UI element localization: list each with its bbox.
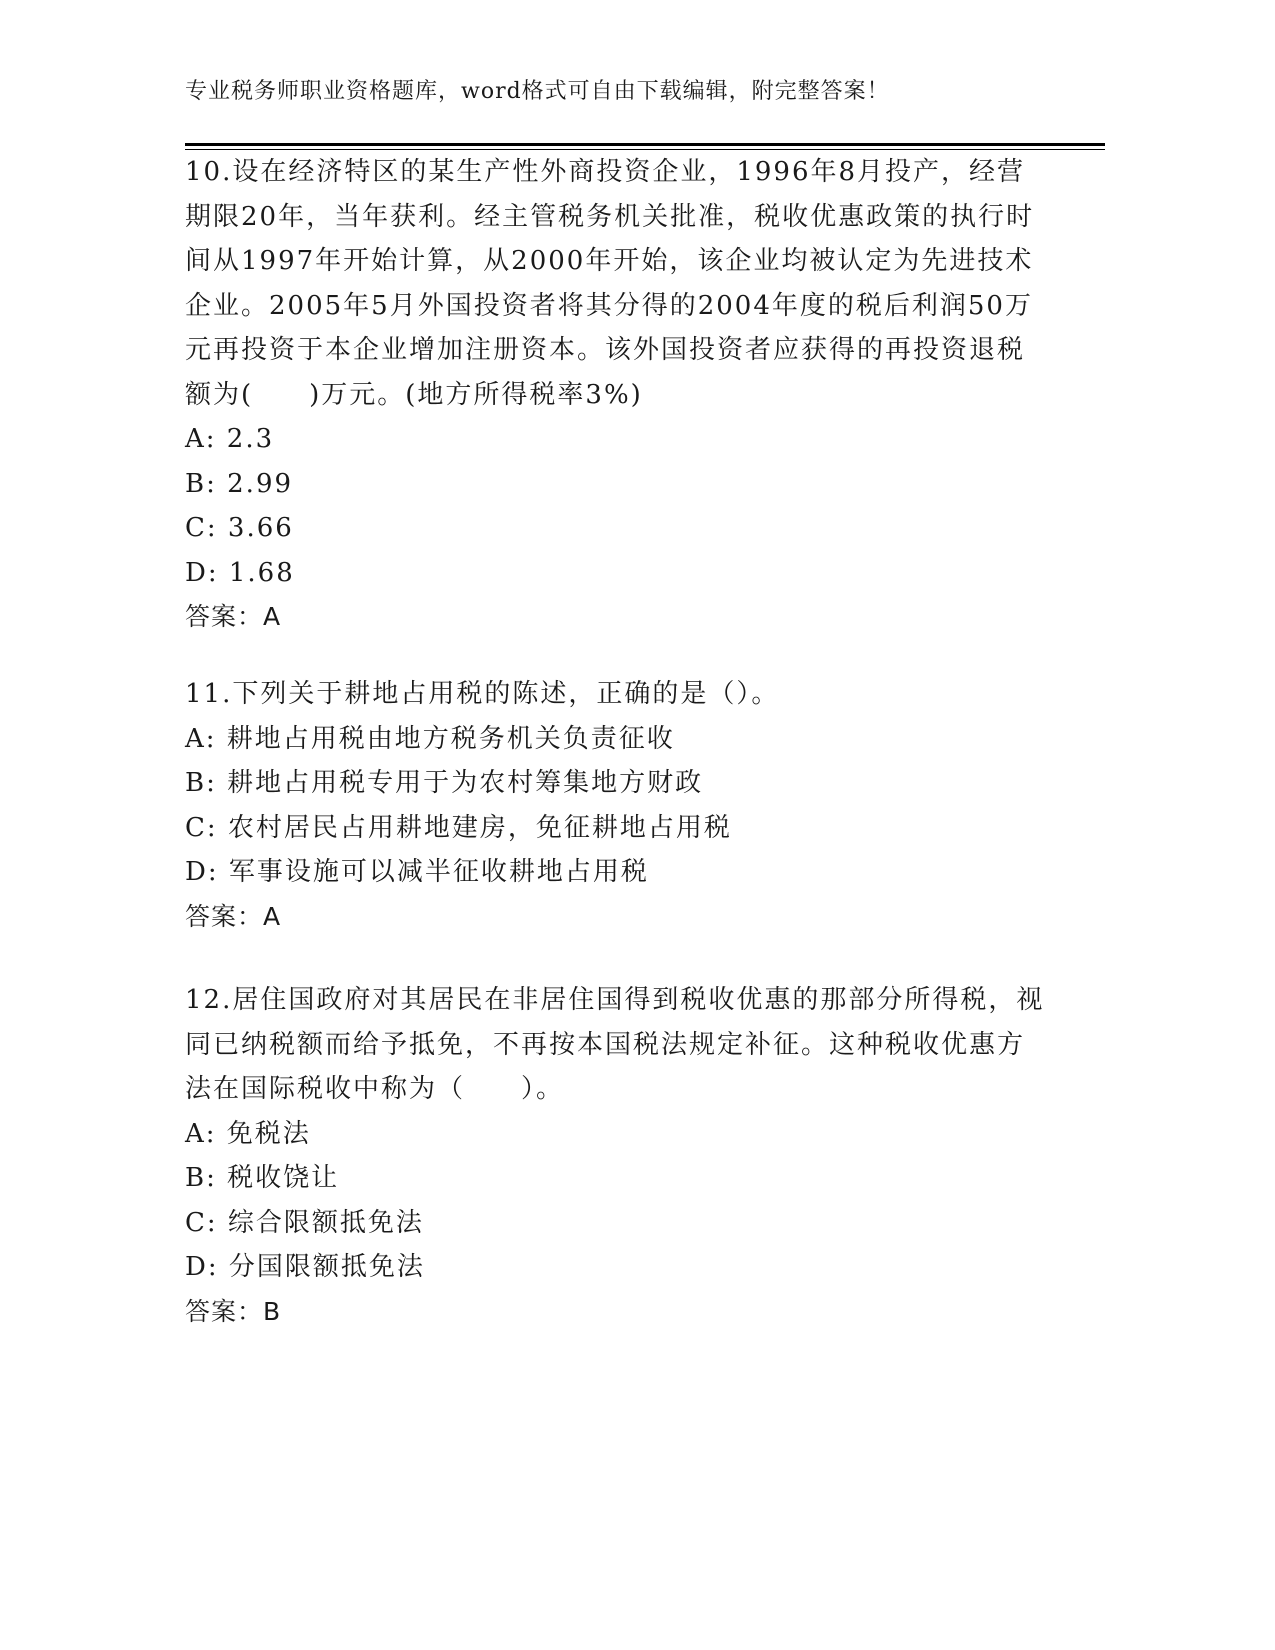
option-a: A: 耕地占用税由地方税务机关负责征收 — [185, 723, 675, 754]
header-rule-thick — [185, 143, 1105, 146]
option-d: D: 军事设施可以减半征收耕地占用税 — [185, 857, 649, 887]
answer-label: 答案：B — [185, 1296, 282, 1326]
option-b: B: 2.99 — [185, 468, 294, 499]
option-d: D: 1.68 — [185, 557, 295, 588]
option-d: D: 分国限额抵免法 — [185, 1252, 425, 1282]
question-stem: 10.设在经济特区的某生产性外商投资企业，1996年8月投产，经营期限20年，当年获利。经主管税务机关批准，税收优惠政策的执行时间从1997年开始计算，从2000年开始，该企业均被认定为先进技术企业。2005年5月外国投资者将其分得的2004年度的税后利润50万元再投资于本企业增加注册资本。该外国投资者应获得的再投资退税额为( )万元。(地方所得税率3%) — [185, 157, 1035, 410]
option-c: C: 综合限额抵免法 — [185, 1207, 424, 1238]
question-stem: 12.居住国政府对其居民在非居住国得到税收优惠的那部分所得税，视同已纳税额而给予抵免，不再按本国税法规定补征。这种税收优惠方法在国际税收中称为（ ）。 — [185, 985, 1045, 1104]
option-a: A: 免税法 — [185, 1118, 311, 1149]
question-12 — [185, 978, 1045, 1334]
question-11 — [185, 672, 1045, 939]
page-header: 专业税务师职业资格题库，word格式可自由下载编辑，附完整答案！ — [185, 79, 890, 104]
option-b: B: 税收饶让 — [185, 1163, 340, 1193]
question-stem: 11.下列关于耕地占用税的陈述，正确的是（）。 — [185, 679, 780, 709]
answer-label: 答案：A — [185, 901, 282, 931]
option-c: C: 3.66 — [185, 513, 294, 543]
option-b: B: 耕地占用税专用于为农村筹集地方财政 — [185, 768, 704, 798]
question-10 — [185, 150, 1045, 640]
answer-label: 答案：A — [185, 602, 282, 631]
option-a: A: 2.3 — [185, 424, 275, 454]
option-c: C: 农村居民占用耕地建房，免征耕地占用税 — [185, 812, 732, 843]
